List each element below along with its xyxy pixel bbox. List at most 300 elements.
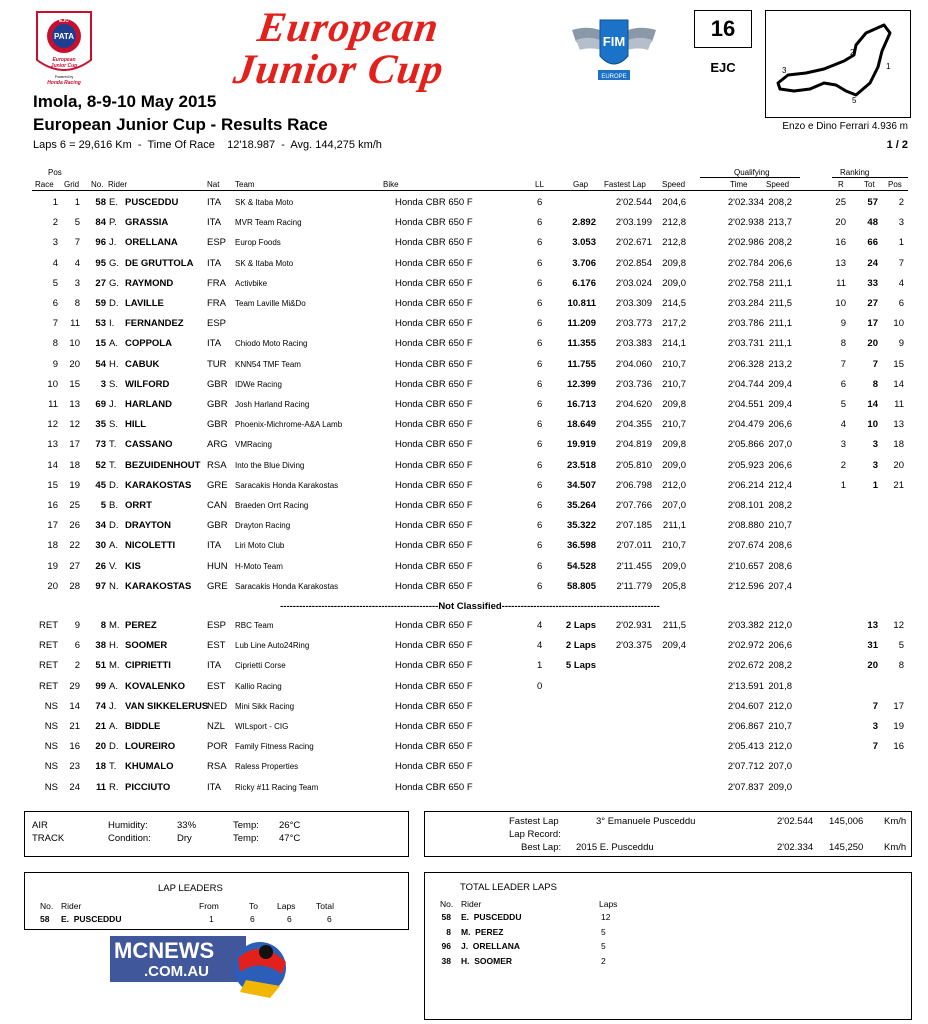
bike-name: Honda CBR 650 F <box>395 580 473 592</box>
team-name: Saracakis Honda Karakostas <box>235 480 339 490</box>
qualifying-speed: 209,0 <box>768 781 792 793</box>
rider-name: KIS <box>125 560 141 572</box>
total-leader-rider: E. PUSCEDDU <box>461 912 522 922</box>
rider-number: 69 <box>95 399 106 410</box>
rider-initial: D. <box>109 479 119 491</box>
qualifying-speed: 207,0 <box>768 761 792 773</box>
grid-position: 25 <box>69 500 80 511</box>
fastest-lap-time: 2'03.773 <box>615 318 652 330</box>
grid-position: 8 <box>74 298 80 309</box>
col-rank-tot: Tot <box>864 180 875 189</box>
ranking-position: 7 <box>898 257 904 269</box>
race-position: 9 <box>52 358 58 370</box>
qualifying-speed: 211,5 <box>768 298 792 309</box>
gap: 35.322 <box>566 520 596 532</box>
ranking-position: 2 <box>898 197 904 208</box>
grid-position: 23 <box>69 761 80 773</box>
laps-led: 4 <box>537 620 543 631</box>
rider-name: RAYMOND <box>125 277 174 289</box>
gap: 18.649 <box>566 419 596 431</box>
qualifying-speed: 211,1 <box>768 338 792 350</box>
best-lap-unit: Km/h <box>884 842 907 853</box>
fastest-lap-speed: 210,7 <box>662 358 686 370</box>
rider-initial: R. <box>109 781 119 793</box>
total-leader-number: 38 <box>441 955 451 966</box>
race-position: 1 <box>52 197 58 208</box>
rider-nation: ESP <box>207 237 227 249</box>
rider-nation: GBR <box>207 399 228 410</box>
laps-led: 6 <box>537 520 543 532</box>
rider-initial: D. <box>109 741 119 753</box>
rider-name: PEREZ <box>125 620 157 631</box>
gap: 23.518 <box>566 459 596 471</box>
fastest-lap-label: Fastest Lap <box>509 816 559 827</box>
rider-number: 53 <box>95 318 106 330</box>
qualifying-speed: 210,7 <box>768 721 792 732</box>
title-line-2: Junior Cup <box>230 47 447 93</box>
grid-position: 12 <box>69 419 80 431</box>
gap: 3.053 <box>572 237 596 249</box>
race-position: NS <box>44 781 58 793</box>
fastest-lap-time: 2'02.544 <box>615 197 652 208</box>
race-position: RET <box>39 640 58 652</box>
fastest-lap-time: 2'03.375 <box>615 640 652 652</box>
gap: 2 Laps <box>565 640 596 652</box>
team-name: RBC Team <box>235 621 274 630</box>
bike-name: Honda CBR 650 F <box>395 338 473 350</box>
table-row <box>0 496 928 516</box>
fastest-lap-speed: 211,5 <box>662 620 686 631</box>
air-temp-value: 26°C <box>279 820 301 831</box>
fastest-lap-speed: 212,0 <box>662 479 686 491</box>
laps-led: 6 <box>537 237 543 249</box>
fastest-lap-time: 2'05.810 <box>615 459 652 471</box>
team-name: Family Fitness Racing <box>235 742 314 752</box>
rider-initial: N. <box>109 580 119 592</box>
watermark-text-comau: .COM.AU <box>144 963 209 980</box>
ranking-race-points: 11 <box>836 277 846 289</box>
rider-number: 3 <box>100 378 106 390</box>
laps-led: 6 <box>537 197 543 208</box>
rider-name: ORELLANA <box>125 237 178 249</box>
table-row <box>0 334 928 354</box>
ranking-race-points: 16 <box>835 237 846 249</box>
rider-initial: M. <box>109 620 120 631</box>
col-speed: Speed <box>662 180 686 189</box>
rider-nation: ITA <box>207 540 222 552</box>
table-row <box>0 213 928 233</box>
fastest-lap-speed: 145,006 <box>829 816 864 827</box>
gap: 10.811 <box>567 298 596 309</box>
condition-value: Dry <box>177 833 192 844</box>
col-pos-group: Pos <box>48 168 62 177</box>
qualifying-speed: 212,4 <box>768 479 792 491</box>
table-row <box>0 656 928 676</box>
fastest-lap-speed: 209,0 <box>662 277 686 289</box>
header-divider <box>32 190 908 191</box>
col-no: No. <box>91 180 104 189</box>
bike-name: Honda CBR 650 F <box>395 700 473 712</box>
rider-initial: D. <box>109 520 119 532</box>
qualifying-time: 2'06.328 <box>727 358 764 370</box>
bike-name: Honda CBR 650 F <box>395 257 473 269</box>
ranking-position: 16 <box>893 741 904 753</box>
rider-name: KARAKOSTAS <box>125 479 192 491</box>
grid-position: 29 <box>69 680 80 692</box>
rider-number: 59 <box>95 298 106 309</box>
table-row <box>0 274 928 294</box>
team-name: Mini Sikk Racing <box>235 701 295 711</box>
race-position: 19 <box>47 560 58 572</box>
best-lap-rider: 2015 E. Pusceddu <box>576 842 654 853</box>
turn-label-2: 2 <box>850 48 855 57</box>
rider-nation: FRA <box>207 298 226 309</box>
total-leader-col-laps: Laps <box>599 899 618 909</box>
ranking-position: 15 <box>893 358 904 370</box>
lap-leader-total: 6 <box>327 914 332 924</box>
ranking-total: 14 <box>867 399 878 410</box>
qualifying-speed: 206,6 <box>768 640 792 652</box>
ranking-position: 13 <box>893 419 904 431</box>
total-leader-col-rider: Rider <box>461 899 482 909</box>
col-ranking-group: Ranking <box>840 168 870 177</box>
grid-position: 10 <box>69 338 80 350</box>
ranking-total: 20 <box>867 660 878 672</box>
ranking-total: 27 <box>867 298 878 309</box>
ranking-race-points: 20 <box>835 217 846 229</box>
bike-name: Honda CBR 650 F <box>395 620 473 631</box>
rider-number: 45 <box>95 479 106 491</box>
bike-name: Honda CBR 650 F <box>395 479 473 491</box>
table-row <box>0 536 928 556</box>
logo-text-pata: PATA <box>54 32 74 41</box>
bike-name: Honda CBR 650 F <box>395 540 473 552</box>
col-rank-pos: Pos <box>888 180 902 189</box>
qualifying-time: 2'02.672 <box>727 660 764 672</box>
qualifying-speed: 208,2 <box>768 237 792 249</box>
fastest-lap-time: 2'03.309 <box>615 298 652 309</box>
qualifying-time: 2'08.101 <box>727 500 764 511</box>
grid-position: 11 <box>70 318 80 330</box>
race-position: 3 <box>52 237 58 249</box>
fastest-lap-time: 2'07.011 <box>616 540 652 552</box>
table-row <box>0 677 928 697</box>
lap-leader-to: 6 <box>250 914 255 924</box>
grid-position: 22 <box>69 540 80 552</box>
qualifying-time: 2'07.837 <box>727 781 764 793</box>
ranking-position: 10 <box>893 318 904 330</box>
qualifying-speed: 207,0 <box>768 439 792 451</box>
col-race: Race <box>35 180 54 189</box>
col-q-speed: Speed <box>766 180 790 189</box>
total-leader-number: 96 <box>441 941 451 951</box>
ejc-pata-logo <box>33 10 95 90</box>
rider-number: 18 <box>95 761 106 773</box>
race-position: 10 <box>47 378 58 390</box>
gap: 54.528 <box>566 560 596 572</box>
rider-nation: GRE <box>207 479 228 491</box>
lap-record-label: Lap Record: <box>509 829 561 840</box>
table-row <box>0 516 928 536</box>
bike-name: Honda CBR 650 F <box>395 419 473 431</box>
race-position: 7 <box>52 318 58 330</box>
rider-number: 8 <box>100 620 106 631</box>
total-leader-rider: J. ORELLANA <box>461 941 521 951</box>
bike-name: Honda CBR 650 F <box>395 439 473 451</box>
bike-name: Honda CBR 650 F <box>395 761 473 773</box>
ranking-total: 24 <box>867 257 878 269</box>
laps-led: 6 <box>537 500 543 511</box>
bike-name: Honda CBR 650 F <box>395 520 473 532</box>
rider-name: BIDDLE <box>125 721 161 732</box>
qualifying-time: 2'08.880 <box>727 520 764 532</box>
fastest-lap-speed: 211,1 <box>662 520 686 532</box>
rider-initial: E. <box>109 197 118 208</box>
rider-nation: CAN <box>207 500 228 511</box>
rider-name: CASSANO <box>125 439 173 451</box>
ranking-position: 4 <box>898 277 904 289</box>
laps-led: 6 <box>537 560 543 572</box>
col-ll: LL <box>535 180 544 189</box>
fastest-lap-time: 2'03.383 <box>615 338 652 350</box>
lap-leaders-col-to: To <box>249 901 258 911</box>
gap: 16.713 <box>566 399 596 410</box>
title-line-1: European <box>254 5 442 51</box>
ranking-total: 3 <box>872 721 878 732</box>
fastest-lap-time: 2'04.819 <box>615 439 652 451</box>
rider-number: 21 <box>95 721 106 732</box>
laps-led: 6 <box>537 217 543 229</box>
qualifying-speed: 208,2 <box>768 197 792 208</box>
rider-name: KHUMALO <box>125 761 174 773</box>
qualifying-time: 2'02.784 <box>727 257 764 269</box>
team-name: Ricky #11 Racing Team <box>235 782 319 792</box>
rider-number: 5 <box>100 500 106 511</box>
laps-led: 6 <box>537 318 543 330</box>
fastest-lap-speed: 209,8 <box>662 399 686 410</box>
ranking-total: 7 <box>872 700 878 712</box>
turn-label-5: 5 <box>852 96 857 105</box>
ranking-total: 7 <box>872 358 878 370</box>
qualifying-speed: 213,7 <box>768 217 792 229</box>
rider-initial: A. <box>109 540 118 552</box>
rider-number: 11 <box>95 781 106 793</box>
rider-nation: ITA <box>207 781 222 793</box>
table-row <box>0 355 928 375</box>
lap-leaders-title: LAP LEADERS <box>158 883 223 894</box>
rider-initial: B. <box>109 500 118 511</box>
qualifying-speed: 208,6 <box>768 540 792 552</box>
page-number: 1 / 2 <box>886 139 908 151</box>
turn-label-3: 3 <box>782 66 787 75</box>
rider-initial: S. <box>109 419 118 431</box>
rider-number: 99 <box>95 680 106 692</box>
rider-nation: EST <box>207 640 226 652</box>
grid-position: 13 <box>69 399 80 410</box>
qualifying-speed: 212,0 <box>768 700 792 712</box>
lap-leader-rider: E. PUSCEDDU <box>61 914 122 924</box>
bike-name: Honda CBR 650 F <box>395 560 473 572</box>
fastest-lap-speed: 212,8 <box>662 217 686 229</box>
ranking-position: 19 <box>893 721 904 732</box>
team-name: MVR Team Racing <box>235 218 302 228</box>
qualifying-speed: 206,6 <box>768 257 792 269</box>
fastest-lap-box <box>424 811 912 857</box>
rider-nation: ITA <box>207 338 222 350</box>
bike-name: Honda CBR 650 F <box>395 298 473 309</box>
fastest-lap-time: 2'03.024 <box>615 277 652 289</box>
fastest-lap-time: 2'04.620 <box>615 399 652 410</box>
grid-position: 9 <box>74 620 80 631</box>
team-name: Into the Blue Diving <box>235 460 305 470</box>
grid-position: 6 <box>74 640 80 652</box>
ranking-race-points: 7 <box>840 358 846 370</box>
rider-name: DRAYTON <box>125 520 171 532</box>
gap: 3.706 <box>572 257 596 269</box>
grid-position: 4 <box>74 257 80 269</box>
total-leader-col-no: No. <box>440 899 454 909</box>
table-row <box>0 616 928 636</box>
bike-name: Honda CBR 650 F <box>395 378 473 390</box>
ranking-total: 8 <box>872 378 878 390</box>
series-code: EJC <box>710 60 736 75</box>
fastest-lap-time: 2'02.671 <box>615 237 652 249</box>
rider-nation: NED <box>207 700 228 712</box>
table-row <box>0 757 928 777</box>
table-row <box>0 314 928 334</box>
race-info: Laps 6 = 29,616 Km - Time Of Race 12'18.987 - Avg. 144,275 km/h <box>33 139 382 151</box>
col-rank-r: R <box>838 180 844 189</box>
fastest-lap-speed: 207,0 <box>662 500 686 511</box>
ranking-race-points: 6 <box>840 378 846 390</box>
qualifying-time: 2'03.284 <box>727 298 764 309</box>
fastest-lap-speed: 212,8 <box>662 237 686 249</box>
ranking-position: 5 <box>898 640 904 652</box>
rider-name: HILL <box>125 419 147 431</box>
rider-nation: ESP <box>207 620 227 631</box>
ranking-race-points: 4 <box>840 419 846 431</box>
track-temp-label: Temp: <box>233 833 259 844</box>
rider-number: 38 <box>95 640 106 652</box>
rider-number: 74 <box>95 700 106 712</box>
fastest-lap-speed: 209,0 <box>662 459 686 471</box>
fastest-lap-time: 2'04.355 <box>615 419 652 431</box>
race-position: RET <box>39 620 58 631</box>
rider-initial: M. <box>109 660 120 672</box>
best-lap-label: Best Lap: <box>521 842 562 853</box>
qualifying-speed: 208,2 <box>768 660 792 672</box>
bike-name: Honda CBR 650 F <box>395 399 473 410</box>
ranking-position: 18 <box>893 439 904 451</box>
humidity-value: 33% <box>177 820 197 831</box>
turn-label-1: 1 <box>886 62 891 71</box>
rider-number: 27 <box>95 277 106 289</box>
bike-name: Honda CBR 650 F <box>395 217 473 229</box>
fastest-lap-speed: 209,4 <box>662 640 686 652</box>
ranking-group-line <box>832 177 908 178</box>
qualifying-time: 2'02.758 <box>727 277 764 289</box>
rider-number: 35 <box>95 419 106 431</box>
rider-initial: V. <box>109 560 118 572</box>
rider-nation: POR <box>207 741 228 753</box>
qualifying-speed: 212,0 <box>768 741 792 753</box>
gap: 11.355 <box>567 338 596 350</box>
fastest-lap-time: 2'04.060 <box>615 358 652 370</box>
qualifying-time: 2'04.744 <box>727 378 764 390</box>
bike-name: Honda CBR 650 F <box>395 500 473 511</box>
lap-leader-from: 1 <box>209 914 214 924</box>
rider-initial: A. <box>109 680 118 692</box>
laps-led: 6 <box>537 338 543 350</box>
laps-led: 6 <box>537 540 543 552</box>
race-position: 15 <box>47 479 58 491</box>
ranking-total: 31 <box>867 640 878 652</box>
fastest-lap-time: 2'06.798 <box>615 479 652 491</box>
table-row <box>0 193 928 213</box>
team-name: Phoenix-Michrome-A&A Lamb <box>235 420 343 430</box>
table-row <box>0 395 928 415</box>
condition-label: Condition: <box>108 833 151 844</box>
rider-initial: T. <box>109 459 117 471</box>
qualifying-speed: 207,4 <box>768 580 792 592</box>
qualifying-speed: 206,6 <box>768 419 792 431</box>
qualifying-time: 2'02.972 <box>727 640 764 652</box>
col-grid: Grid <box>64 180 80 189</box>
lap-leaders-box <box>24 872 409 930</box>
qualifying-time: 2'05.923 <box>727 459 764 471</box>
table-row <box>0 233 928 253</box>
table-row <box>0 254 928 274</box>
rider-name: WILFORD <box>125 378 170 390</box>
col-rider: Rider <box>108 180 128 189</box>
ranking-total: 3 <box>872 459 878 471</box>
col-fastest-lap: Fastest Lap <box>604 180 646 189</box>
rider-initial: T. <box>109 761 117 773</box>
fastest-lap-time: 2'07.185 <box>615 520 652 532</box>
team-name: Team Laville Mi&Do <box>235 299 306 308</box>
laps-led: 6 <box>537 580 543 592</box>
table-row <box>0 375 928 395</box>
total-leader-laps: 12 <box>601 912 611 922</box>
fastest-lap-time: 2'02.854 <box>615 257 652 269</box>
grid-position: 7 <box>74 237 80 249</box>
ranking-total: 57 <box>867 197 878 208</box>
rider-initial: S. <box>109 378 118 390</box>
team-name: Kallio Racing <box>235 681 282 691</box>
team-name: Drayton Racing <box>235 521 291 531</box>
logo-text-ejc: EJC <box>59 18 69 24</box>
qualifying-speed: 208,2 <box>768 500 792 511</box>
fastest-lap-speed: 210,7 <box>662 540 686 552</box>
track-name: Enzo e Dino Ferrari 4.936 m <box>782 121 908 132</box>
lap-leaders-col-laps: Laps <box>277 901 296 911</box>
table-row <box>0 697 928 717</box>
qualifying-speed: 201,8 <box>768 680 792 692</box>
laps-led: 6 <box>537 277 543 289</box>
team-name: SK & Itaba Moto <box>235 258 294 268</box>
qualifying-time: 2'02.334 <box>727 197 764 208</box>
total-leader-laps: 5 <box>601 926 606 937</box>
lap-leaders-col-rider: Rider <box>61 901 82 911</box>
race-position: 12 <box>47 419 58 431</box>
grid-position: 17 <box>69 439 80 451</box>
rider-name: SOOMER <box>125 640 168 652</box>
bike-name: Honda CBR 650 F <box>395 318 473 330</box>
lap-leaders-col-no: No. <box>40 901 54 911</box>
race-position: NS <box>44 700 58 712</box>
rider-nation: GRE <box>207 580 228 592</box>
race-position: 20 <box>47 580 58 592</box>
